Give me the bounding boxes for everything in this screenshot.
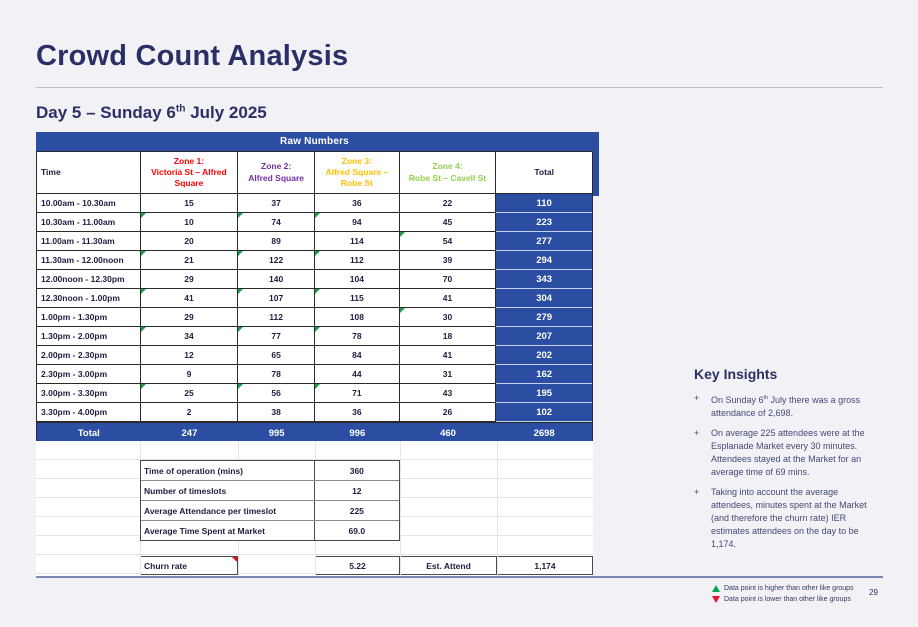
zone-4-value-cell: 30 (400, 308, 497, 327)
higher-flag-icon (238, 251, 243, 256)
zone-1-value-cell: 12 (141, 346, 239, 365)
zone-1-value-cell: 21 (141, 251, 239, 270)
zone-2-column-header: Zone 2: Alfred Square (238, 152, 315, 194)
worksheet-gridline (400, 441, 401, 578)
zone-2-value-cell: 78 (238, 365, 315, 384)
zone-1-value-cell: 29 (141, 270, 239, 289)
page-number: 29 (869, 588, 878, 597)
row-total-cell: 162 (496, 365, 592, 384)
banner-right-edge (593, 132, 599, 196)
comment-flag-icon (232, 557, 237, 562)
zone-3-value-cell: 108 (315, 308, 400, 327)
zone-1-value-cell: 10 (141, 213, 239, 232)
zone-3-value-cell: 36 (315, 194, 400, 213)
est-attend-label-cell: Est. Attend (400, 556, 497, 575)
timeslot-cell: 1.30pm - 2.00pm (37, 327, 141, 346)
table-total-row (37, 422, 592, 443)
row-total-cell: 223 (496, 213, 592, 232)
zone-2-value-cell: 77 (238, 327, 315, 346)
up-triangle-icon (712, 585, 720, 592)
bottom-divider (36, 576, 883, 578)
insight-bullet (694, 427, 876, 479)
zone-2-value-cell: 56 (238, 384, 315, 403)
timeslot-cell: 3.00pm - 3.30pm (37, 384, 141, 403)
higher-flag-icon (238, 384, 243, 389)
higher-flag-icon (141, 289, 146, 294)
zone-1-total-cell: 247 (141, 423, 239, 443)
zone-1-value-cell: 9 (141, 365, 239, 384)
time-column-header: Time (37, 152, 141, 194)
higher-flag-icon (315, 384, 320, 389)
grand-total-cell: 2698 (496, 423, 592, 443)
legend-item (712, 594, 854, 605)
row-total-cell: 294 (496, 251, 592, 270)
zone-3-value-cell: 71 (315, 384, 400, 403)
insight-text: On Sunday 6th July there was a gross attendance of 2,698. (711, 395, 861, 418)
summary-metric-row (141, 521, 399, 540)
est-attend-value-cell: 1,174 (497, 556, 593, 575)
higher-flag-icon (315, 327, 320, 332)
row-total-cell: 304 (496, 289, 592, 308)
zone-3-column-header: Zone 3: Alfred Square – Robe St (315, 152, 400, 194)
row-total-cell: 277 (496, 232, 592, 251)
table-row (37, 327, 592, 346)
row-total-cell: 343 (496, 270, 592, 289)
zone-2-value-cell: 112 (238, 308, 315, 327)
row-total-cell: 279 (496, 308, 592, 327)
zone-3-value-cell: 36 (315, 403, 400, 422)
zone-4-value-cell: 54 (400, 232, 497, 251)
timeslot-cell: 12.30noon - 1.00pm (37, 289, 141, 308)
insight-text: Taking into account the average attendees, minutes spent at the Market (and therefore the churn rate) IER estimates attendees on the day to be 1,174. (711, 487, 867, 549)
table-row (37, 213, 592, 232)
zone-1-value-cell: 34 (141, 327, 239, 346)
higher-flag-icon (315, 251, 320, 256)
summary-metric-label: Time of operation (mins) (141, 461, 315, 480)
down-triangle-icon (712, 596, 720, 603)
table-row (37, 251, 592, 270)
bullet-marker: + (694, 428, 700, 438)
summary-metrics-box (140, 460, 400, 541)
timeslot-cell: 3.30pm - 4.00pm (37, 403, 141, 422)
summary-metric-row (141, 501, 399, 521)
zone-3-total-cell: 996 (315, 423, 400, 443)
zone-1-value-cell: 29 (141, 308, 239, 327)
insight-text: On average 225 attendees were at the Esplanade Market every 30 minutes. Attendees stayed at the Market for an average time of 69 mins. (711, 428, 865, 477)
zone-3-value-cell: 44 (315, 365, 400, 384)
summary-metric-label: Average Time Spent at Market (141, 521, 315, 540)
timeslot-cell: 1.00pm - 1.30pm (37, 308, 141, 327)
churn-rate-value-cell: 5.22 (315, 556, 400, 575)
higher-flag-icon (141, 251, 146, 256)
summary-metric-label: Number of timeslots (141, 481, 315, 500)
zone-4-value-cell: 41 (400, 289, 497, 308)
total-column-header: Total (496, 152, 592, 194)
zone-4-value-cell: 41 (400, 346, 497, 365)
zone-4-value-cell: 70 (400, 270, 497, 289)
zone-3-value-cell: 94 (315, 213, 400, 232)
table-row (37, 384, 592, 403)
bullet-marker: + (694, 393, 700, 403)
summary-metric-value: 69.0 (315, 521, 399, 540)
zone-1-value-cell: 41 (141, 289, 239, 308)
zone-1-value-cell: 2 (141, 403, 239, 422)
timeslot-cell: 2.30pm - 3.00pm (37, 365, 141, 384)
legend-item (712, 583, 854, 594)
higher-flag-icon (238, 213, 243, 218)
zone-1-value-cell: 20 (141, 232, 239, 251)
summary-metric-value: 225 (315, 501, 399, 520)
insight-bullet (694, 392, 876, 420)
timeslot-cell: 12.00noon - 12.30pm (37, 270, 141, 289)
table-row (37, 194, 592, 213)
zone-1-column-header: Zone 1: Victoria St – Alfred Square (141, 152, 239, 194)
page-title: Crowd Count Analysis (36, 40, 349, 72)
zone-1-value-cell: 25 (141, 384, 239, 403)
higher-flag-icon (238, 327, 243, 332)
row-total-cell: 207 (496, 327, 592, 346)
zone-2-value-cell: 107 (238, 289, 315, 308)
worksheet-gridline (497, 441, 498, 578)
churn-rate-label-cell: Churn rate (140, 556, 238, 575)
table-banner: Raw Numbers (36, 132, 593, 151)
higher-flag-icon (400, 308, 405, 313)
row-total-cell: 202 (496, 346, 592, 365)
zone-2-value-cell: 122 (238, 251, 315, 270)
bullet-marker: + (694, 487, 700, 497)
timeslot-cell: 2.00pm - 2.30pm (37, 346, 141, 365)
timeslot-cell: 10.30am - 11.00am (37, 213, 141, 232)
zone-4-value-cell: 43 (400, 384, 497, 403)
higher-flag-icon (238, 289, 243, 294)
table-grid (36, 151, 593, 444)
zone-2-value-cell: 74 (238, 213, 315, 232)
timeslot-cell: 11.30am - 12.00noon (37, 251, 141, 270)
table-row (37, 289, 592, 308)
slide-subtitle: Day 5 – Sunday 6th July 2025 (36, 103, 267, 122)
zone-2-value-cell: 65 (238, 346, 315, 365)
zone-3-value-cell: 112 (315, 251, 400, 270)
raw-numbers-table (36, 132, 593, 578)
summary-metric-label: Average Attendance per timeslot (141, 501, 315, 520)
zone-3-value-cell: 104 (315, 270, 400, 289)
summary-metric-value: 360 (315, 461, 399, 480)
zone-4-column-header: Zone 4: Robe St – Cavell St (400, 152, 497, 194)
zone-1-value-cell: 15 (141, 194, 239, 213)
zone-4-value-cell: 22 (400, 194, 497, 213)
zone-4-value-cell: 45 (400, 213, 497, 232)
table-header-row (37, 152, 592, 194)
zone-3-value-cell: 115 (315, 289, 400, 308)
zone-3-value-cell: 78 (315, 327, 400, 346)
total-row-label: Total (37, 423, 141, 443)
legend-text: Data point is lower than other like groups (724, 596, 851, 603)
row-total-cell: 195 (496, 384, 592, 403)
summary-metric-value: 12 (315, 481, 399, 500)
table-row (37, 308, 592, 327)
key-insights-heading: Key Insights (694, 366, 778, 382)
zone-4-total-cell: 460 (400, 423, 497, 443)
legend-text: Data point is higher than other like groups (724, 585, 854, 592)
higher-flag-icon (315, 213, 320, 218)
table-row (37, 346, 592, 365)
table-row (37, 403, 592, 422)
zone-4-value-cell: 39 (400, 251, 497, 270)
zone-4-value-cell: 18 (400, 327, 497, 346)
timeslot-cell: 11.00am - 11.30am (37, 232, 141, 251)
higher-flag-icon (400, 232, 405, 237)
summary-metric-row (141, 481, 399, 501)
zone-4-value-cell: 31 (400, 365, 497, 384)
insight-bullet (694, 486, 876, 551)
key-insights-panel (694, 366, 876, 558)
higher-flag-icon (315, 289, 320, 294)
zone-2-total-cell: 995 (238, 423, 315, 443)
table-row (37, 232, 592, 251)
zone-2-value-cell: 140 (238, 270, 315, 289)
triangle-legend (712, 583, 854, 605)
zone-3-value-cell: 84 (315, 346, 400, 365)
row-total-cell: 110 (496, 194, 592, 213)
table-row (37, 270, 592, 289)
zone-4-value-cell: 26 (400, 403, 497, 422)
worksheet-lower-area (36, 441, 593, 578)
table-row (37, 365, 592, 384)
summary-metric-row (141, 461, 399, 481)
higher-flag-icon (141, 327, 146, 332)
zone-2-value-cell: 37 (238, 194, 315, 213)
timeslot-cell: 10.00am - 10.30am (37, 194, 141, 213)
higher-flag-icon (141, 384, 146, 389)
zone-3-value-cell: 114 (315, 232, 400, 251)
zone-2-value-cell: 89 (238, 232, 315, 251)
higher-flag-icon (141, 213, 146, 218)
title-divider (36, 87, 883, 88)
row-total-cell: 102 (496, 403, 592, 422)
zone-2-value-cell: 38 (238, 403, 315, 422)
